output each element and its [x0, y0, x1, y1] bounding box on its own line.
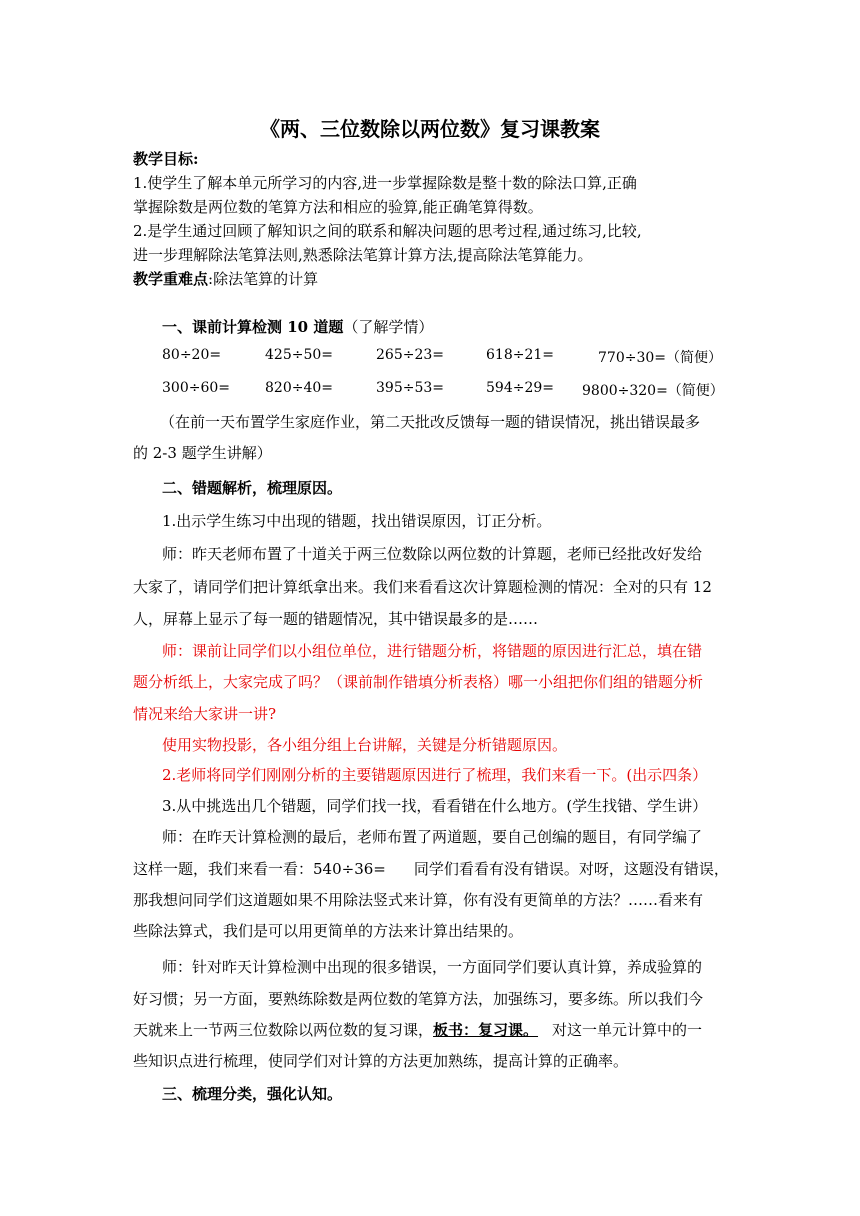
goal-1-line-1: 1.使学生了解本单元所学习的内容,进一步掌握除数是整十数的除法口算,正确 — [133, 174, 637, 192]
problem-cell: 300÷60= — [162, 380, 230, 396]
paragraph-part: 对这一单元计算中的一 — [552, 1021, 703, 1039]
problem-cell: 265÷23= — [376, 347, 444, 363]
problem-cell: 395÷53= — [376, 380, 444, 396]
paragraph: 人，屏幕上显示了每一题的错题情况，其中错误最多的是…… — [133, 610, 539, 628]
section-1-title: 一、课前计算检测 10 道题 — [162, 318, 344, 336]
paragraph: 师：在昨天计算检测的最后，老师布置了两道题，要自己创编的题目，有同学编了 — [162, 828, 703, 846]
section-1-note-line-2: 的 2-3 题学生讲解） — [133, 444, 272, 462]
paragraph: 1.出示学生练习中出现的错题，找出错误原因，订正分析。 — [162, 512, 552, 530]
paragraph-part: 这样一题，我们来看一看：540÷36= — [133, 860, 386, 878]
goal-2-line-1: 2.是学生通过回顾了解知识之间的联系和解决问题的思考过程,通过练习,比较, — [133, 222, 642, 240]
problem-cell: 80÷20= — [162, 347, 222, 363]
paragraph: 师：昨天老师布置了十道关于两三位数除以两位数的计算题，老师已经批改好发给 — [162, 545, 703, 563]
paragraph: 些知识点进行梳理，使同学们对计算的方法更加熟练，提高计算的正确率。 — [133, 1052, 629, 1070]
paragraph: 些除法算式，我们是可以用更简单的方法来计算出结果的。 — [133, 922, 524, 940]
paragraph: 那我想问同学们这道题如果不用除法竖式来计算，你有没有更简单的方法？……看来有 — [133, 891, 704, 909]
paragraph-part: 天就来上一节两三位数除以两位数的复习课， — [133, 1021, 434, 1039]
red-paragraph: 师：课前让同学们以小组位单位，进行错题分析，将错题的原因进行汇总，填在错 — [162, 642, 703, 660]
board-note: 板书：复习课。 — [433, 1021, 539, 1039]
problem-cell: 425÷50= — [265, 347, 333, 363]
problem-cell: 594÷29= — [486, 380, 554, 396]
problem-cell: 820÷40= — [265, 380, 333, 396]
paragraph — [133, 1019, 733, 1040]
section-1-heading — [162, 316, 762, 337]
section-3-heading: 三、梳理分类，强化认知。 — [162, 1085, 343, 1103]
paragraph — [133, 858, 733, 879]
page-title: 《两、三位数除以两位数》复习课教案 — [260, 117, 600, 141]
section-2-heading: 二、错题解析，梳理原因。 — [162, 479, 343, 497]
paragraph: 大家了，请同学们把计算纸拿出来。我们来看看这次计算题检测的情况：全对的只有 12 — [133, 578, 712, 596]
problem-cell: 770÷30=（简便） — [598, 350, 722, 366]
red-paragraph: 情况来给大家讲一讲? — [133, 705, 277, 723]
section-1-note-line-1: （在前一天布置学生家庭作业，第二天批改反馈每一题的错误情况，挑出错误最多 — [160, 413, 701, 431]
paragraph: 师：针对昨天计算检测中出现的很多错误，一方面同学们要认真计算，养成验算的 — [162, 958, 703, 976]
red-paragraph: 题分析纸上，大家完成了吗？（课前制作错填分析表格）哪一小组把你们组的错题分析 — [133, 673, 704, 691]
key-difficulty — [133, 267, 733, 291]
section-1-note: （了解学情） — [343, 318, 434, 336]
key-difficulty-label: 教学重难点 — [133, 270, 209, 288]
red-paragraph: 2.老师将同学们刚刚分析的主要错题原因进行了梳理，我们来看一下。(出示四条） — [162, 766, 708, 784]
paragraph: 3.从中挑选出几个错题，同学们找一找，看看错在什么地方。(学生找错、学生讲） — [162, 797, 708, 815]
key-difficulty-text: :除法笔算的计算 — [208, 270, 319, 288]
paragraph: 好习惯；另一方面，要熟练除数是两位数的笔算方法，加强练习，要多练。所以我们今 — [133, 990, 704, 1008]
goal-2-line-2: 进一步理解除法笔算法则,熟悉除法笔算计算方法,提高除法笔算能力。 — [133, 246, 593, 264]
goals-heading: 教学目标: — [133, 150, 199, 168]
red-paragraph: 使用实物投影，各小组分组上台讲解，关键是分析错题原因。 — [162, 736, 568, 754]
problem-cell: 9800÷320=（简便） — [582, 383, 724, 399]
problem-cell: 618÷21= — [486, 347, 554, 363]
paragraph-part: 同学们看看有没有错误。对呀，这题没有错误， — [413, 860, 729, 878]
goal-1-line-2: 掌握除数是两位数的笔算方法和相应的验算,能正确笔算得数。 — [133, 198, 543, 216]
